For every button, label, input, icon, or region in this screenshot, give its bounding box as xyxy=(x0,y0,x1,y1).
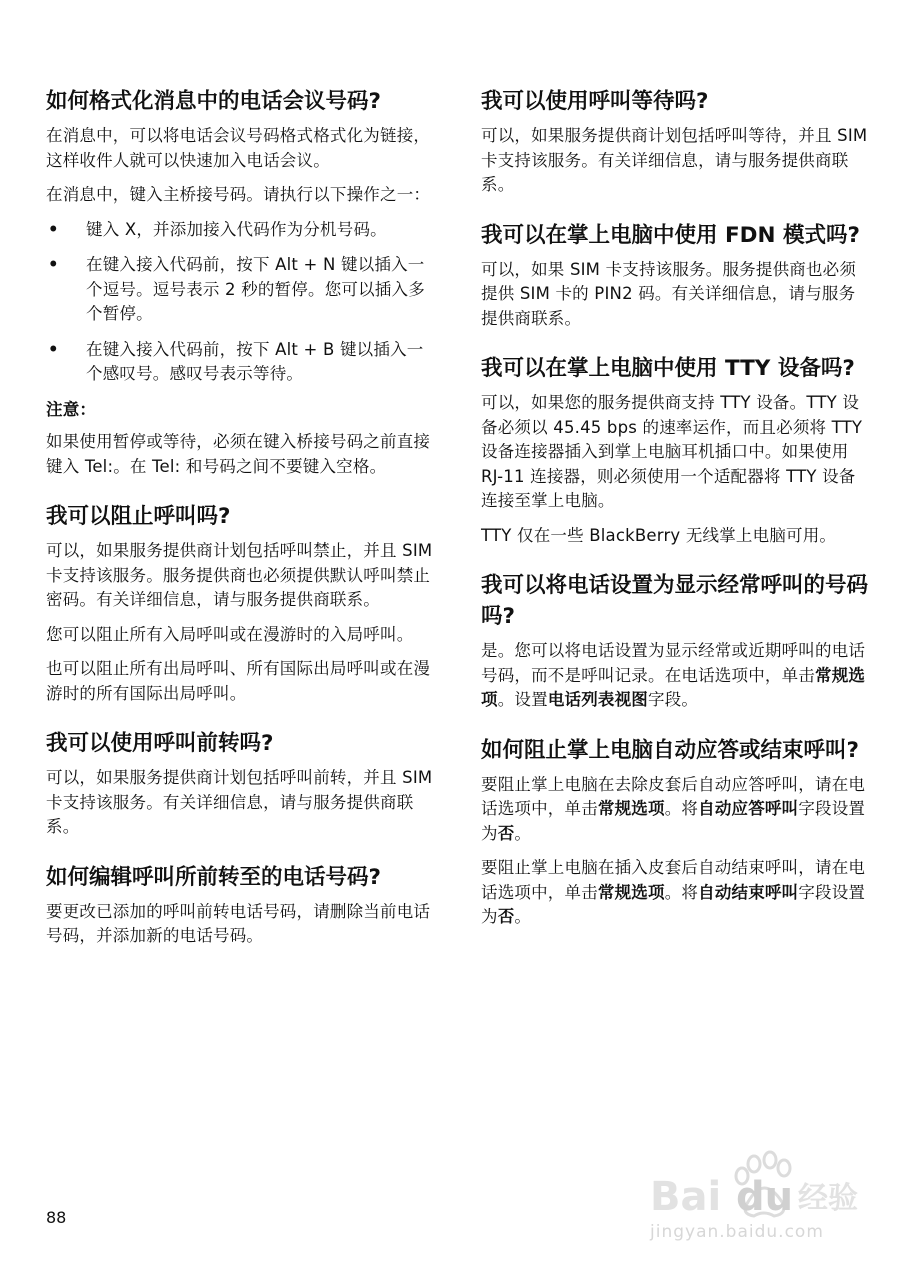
section-format-conference-number xyxy=(46,86,438,479)
bullet-icon: • xyxy=(48,219,59,239)
svg-text:Bai: Bai xyxy=(650,1174,722,1220)
paragraph: 在消息中，可以将电话会议号码格式格式化为链接，这样收件人就可以快速加入电话会议。 xyxy=(46,126,431,170)
paragraph xyxy=(481,856,871,930)
heading-fdn-mode: 我可以在掌上电脑中使用 FDN 模式吗? xyxy=(481,222,860,248)
note-label: 注意： xyxy=(46,399,97,419)
paragraph: 可以，如果 SIM 卡支持该服务。服务提供商也必须提供 SIM 卡的 PIN2 码。有关详细信息，请与服务提供商联系。 xyxy=(481,259,857,328)
heading-call-waiting: 我可以使用呼叫等待吗? xyxy=(481,89,709,114)
section-edit-forward-number xyxy=(46,862,438,949)
ui-term-general-options: 常规选项 xyxy=(597,882,665,902)
paragraph: 可以，如果您的服务提供商支持 TTY 设备。TTY 设备必须以 45.45 bps 的速率运作，而且必须将 TTY 设备连接器插入到掌上电脑耳机插口中。如果使用 RJ-11 连接器，则必须使用一个适配器将 TTY 设备连接至掌上电脑。 xyxy=(481,393,863,510)
list-item xyxy=(46,338,438,387)
list-item xyxy=(46,218,438,243)
watermark-url: jingyan.baidu.com xyxy=(650,1222,824,1242)
paragraph: 可以，如果服务提供商计划包括呼叫禁止，并且 SIM 卡支持该服务。服务提供商也必须提供默认呼叫禁止密码。有关详细信息，请与服务提供商联系。 xyxy=(46,541,433,609)
ui-term-no: 否 xyxy=(497,823,515,843)
ui-term-auto-end: 自动结束呼叫 xyxy=(698,882,799,902)
text-run: 。 xyxy=(514,907,532,926)
bullet-icon: • xyxy=(48,339,59,359)
heading-edit-forward-number: 如何编辑呼叫所前转至的电话号码? xyxy=(46,864,381,890)
svg-text:du: du xyxy=(736,1174,794,1220)
paragraph: 也可以阻止所有出局呼叫、所有国际出局呼叫或在漫游时的所有国际出局呼叫。 xyxy=(46,659,431,703)
text-run: 字段设置为 xyxy=(481,799,866,843)
section-call-waiting xyxy=(481,86,871,198)
note-text: 如果使用暂停或等待，必须在键入桥接号码之前直接键入 Tel:。在 Tel: 和号码之间不要键入空格。 xyxy=(46,432,431,476)
ui-term-general-options: 常规选项 xyxy=(481,665,866,709)
paragraph: 在消息中，键入主桥接号码。请执行以下操作之一： xyxy=(46,185,431,204)
paragraph: 可以，如果服务提供商计划包括呼叫前转，并且 SIM 卡支持该服务。有关详细信息，请与服务提供商联系。 xyxy=(46,768,433,836)
section-frequent-numbers xyxy=(481,570,871,713)
text-run: 。 xyxy=(514,823,532,843)
text-run: 。设置 xyxy=(497,690,548,709)
paragraph: 可以，如果服务提供商计划包括呼叫等待，并且 SIM 卡支持该服务。有关详细信息，请与服务提供商联系。 xyxy=(481,126,868,194)
heading-call-barring: 我可以阻止呼叫吗? xyxy=(46,504,231,529)
section-call-forwarding xyxy=(46,728,438,840)
text-run: 字段。 xyxy=(648,690,699,709)
section-fdn-mode xyxy=(481,220,871,332)
svg-text:经验: 经验 xyxy=(798,1181,858,1216)
bullet-list xyxy=(46,218,438,387)
ui-term-no: 否 xyxy=(497,907,515,926)
text-run: 要阻止掌上电脑在去除皮套后自动应答呼叫，请在电话选项中，单击 xyxy=(481,774,866,818)
text-run: 要阻止掌上电脑在插入皮套后自动结束呼叫，请在电话选项中，单击 xyxy=(481,858,866,902)
left-column xyxy=(46,86,438,971)
list-item-text: 在键入接入代码前，按下 Alt + B 键以插入一个感叹号。感叹号表示等待。 xyxy=(86,339,424,383)
section-auto-answer-end xyxy=(481,735,871,930)
ui-term-auto-answer: 自动应答呼叫 xyxy=(698,799,799,818)
bullet-icon: • xyxy=(48,255,59,274)
paragraph xyxy=(481,773,871,847)
section-call-barring xyxy=(46,501,438,706)
paragraph: TTY 仅在一些 BlackBerry 无线掌上电脑可用。 xyxy=(481,525,837,545)
heading-frequent-numbers: 我可以将电话设置为显示经常呼叫的号码吗? xyxy=(481,573,869,629)
text-run: 。将 xyxy=(664,799,699,818)
baidu-watermark-logo xyxy=(636,1140,876,1260)
paragraph xyxy=(481,639,871,713)
heading-tty-device: 我可以在掌上电脑中使用 TTY 设备吗? xyxy=(481,356,855,381)
page-number: 88 xyxy=(46,1208,67,1227)
text-run: 是。您可以将电话设置为显示经常或近期呼叫的电话号码，而不是呼叫记录。在电话选项中，单击 xyxy=(481,641,866,685)
ui-term-general-options: 常规选项 xyxy=(597,799,665,818)
list-item-text: 在键入接入代码前，按下 Alt + N 键以插入一个逗号。逗号表示 2 秒的暂停。您可以插入多个暂停。 xyxy=(86,255,425,323)
section-tty-device xyxy=(481,353,871,548)
text-run: 。将 xyxy=(664,882,699,902)
heading-call-forwarding: 我可以使用呼叫前转吗? xyxy=(46,731,274,756)
text-run: 字段设置为 xyxy=(481,882,866,926)
heading-format-conference-number: 如何格式化消息中的电话会议号码? xyxy=(46,89,381,114)
ui-term-phone-list-view: 电话列表视图 xyxy=(547,690,649,709)
heading-auto-answer-end: 如何阻止掌上电脑自动应答或结束呼叫? xyxy=(481,737,859,763)
paragraph: 您可以阻止所有入局呼叫或在漫游时的入局呼叫。 xyxy=(46,624,414,644)
paragraph: 要更改已添加的呼叫前转电话号码，请删除当前电话号码，并添加新的电话号码。 xyxy=(46,901,431,945)
list-item xyxy=(46,253,438,327)
right-column xyxy=(481,86,871,952)
list-item-text: 键入 X，并添加接入代码作为分机号码。 xyxy=(86,219,387,239)
